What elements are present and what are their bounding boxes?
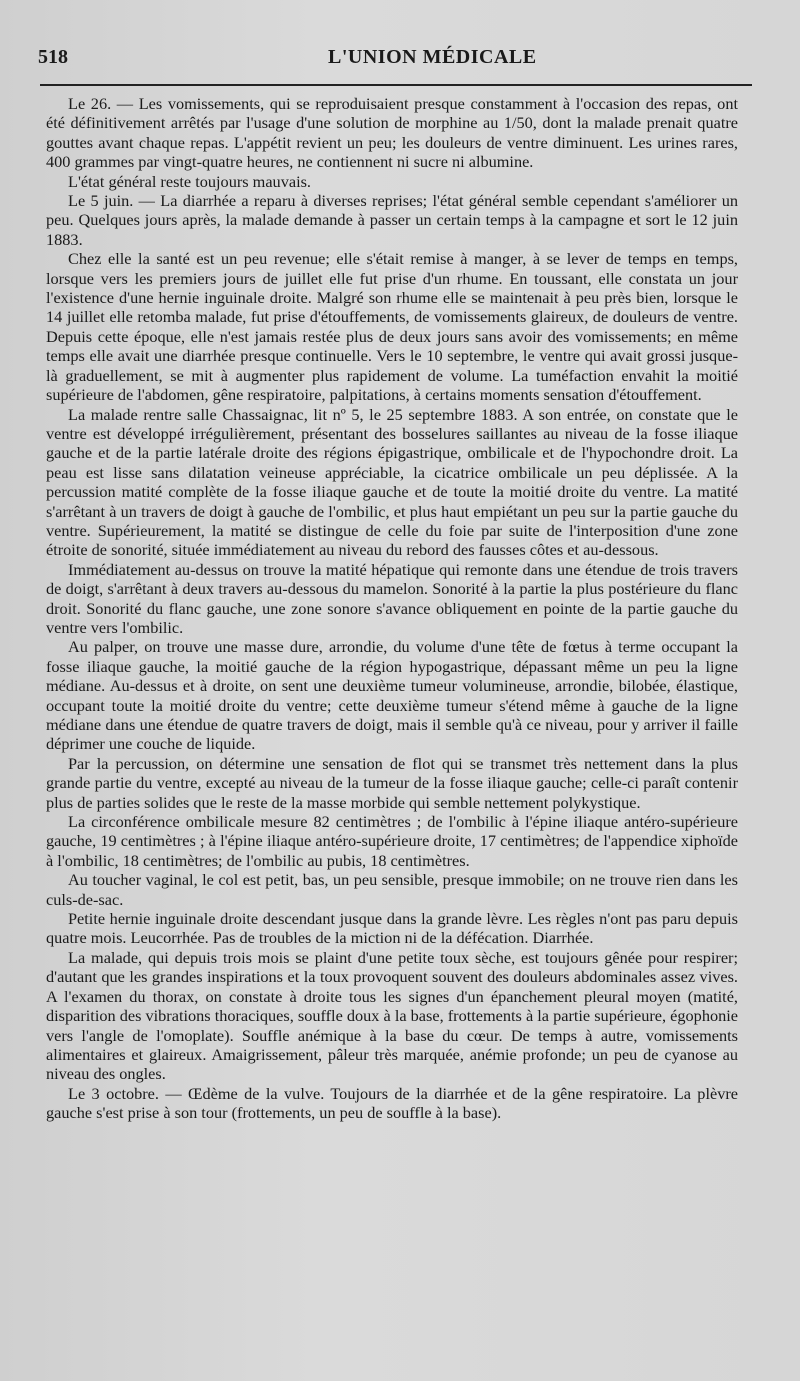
paragraph: L'état général reste toujours mauvais. bbox=[68, 171, 311, 191]
paragraph: Le 3 octobre. — Œdème de la vulve. Toujours de la diarrhée et de la gêne respiratoire. La plèvre gauche s'est prise à son tour (frottements, un peu de souffle à la base). bbox=[46, 1083, 738, 1123]
paragraph: La malade rentre salle Chassaignac, lit nº 5, le 25 septembre 1883. A son entrée, on constate que le ventre est développé irrégulièrement, présentant des bosselures saillantes au niveau de la fosse iliaque gauche et de la partie latérale droite des régions épigastrique, ombilicale et de l'hypochondre droit. La peau est lisse sans dilatation veineuse appréciable, la cicatrice ombilicale un peu déplissée. A la percussion matité complète de la fosse iliaque gauche et de toute la moitié droite du ventre. La matité s'arrêtant à un travers de doigt à gauche de l'ombilic, et plus haut empiétant un peu sur la partie gauche du ventre. Supérieurement, la matité se distingue de celle du foie par suite de l'interposition d'une zone étroite de sonorité, située immédiatement au niveau du rebord des fausses côtes et au-dessous. bbox=[46, 404, 738, 560]
paragraph: Immédiatement au-dessus on trouve la matité hépatique qui remonte dans une étendue de trois travers de doigt, s'arrêtant à deux travers au-dessous du mamelon. Sonorité à la partie la plus postérieure du flanc droit. Sonorité du flanc gauche, une zone sonore s'avance obliquement en pointe de la partie gauche du ventre vers l'ombilic. bbox=[46, 559, 738, 637]
paragraph: Le 26. — Les vomissements, qui se reproduisaient presque constamment à l'occasion des repas, ont été définitivement arrêtés par l'usage d'une solution de morphine au 1/50, dont la malade prenait quatre gouttes avant chaque repas. L'appétit revient un peu; les douleurs de ventre diminuent. Les urines rares, 400 grammes par vingt-quatre heures, ne contiennent ni sucre ni albumine. bbox=[46, 94, 738, 172]
paragraph: Par la percussion, on détermine une sensation de flot qui se transmet très nettement dans la plus grande partie du ventre, excepté au niveau de la tumeur de la fosse iliaque gauche; celle-ci paraît contenir plus de parties solides que le reste de la masse morbide qui semble nettement polykystique. bbox=[46, 753, 738, 812]
journal-title: L'UNION MÉDICALE bbox=[328, 46, 537, 68]
paragraph: Au palper, on trouve une masse dure, arrondie, du volume d'une tête de fœtus à terme occupant la fosse iliaque gauche, la moitié gauche de la région hypogastrique, dépassant même un peu la ligne médiane. Au-dessus et à droite, on sent une deuxième tumeur volumineuse, arrondie, bilobée, élastique, occupant toute la moitié droite du ventre; cette deuxième tumeur s'étend même à gauche de la ligne médiane dans une étendue de quatre travers de doigt, mais il semble qu'à ce niveau, pour y arriver il faille déprimer une couche de liquide. bbox=[46, 637, 738, 754]
page-number: 518 bbox=[38, 46, 68, 68]
paragraph: La circonférence ombilicale mesure 82 centimètres ; de l'ombilic à l'épine iliaque antéro-supérieure gauche, 19 centimètres ; à l'épine iliaque antéro-supérieure droite, 17 centimètres; de l'appendice xiphoïde à l'ombilic, 18 centimètres; de l'ombilic au pubis, 18 centimètres. bbox=[46, 812, 738, 870]
paragraph: La malade, qui depuis trois mois se plaint d'une petite toux sèche, est toujours gênée pour respirer; d'autant que les grandes inspirations et la toux provoquent souvent des douleurs abdominales assez vives. A l'examen du thorax, on constate à droite tous les signes d'un épanchement pleural moyen (matité, disparition des vibrations thoraciques, souffle doux à la base, frottements à la partie supérieure, égophonie vers l'angle de l'omoplate). Souffle anémique à la base du cœur. De temps à autre, vomissements alimentaires et glaireux. Amaigrissement, pâleur très marquée, anémie profonde; un peu de cyanose au niveau des ongles. bbox=[46, 947, 738, 1084]
paragraph: Le 5 juin. — La diarrhée a reparu à diverses reprises; l'état général semble cependant s'améliorer un peu. Quelques jours après, la malade demande à passer un certain temps à la campagne et sort le 12 juin 1883. bbox=[46, 191, 738, 249]
paragraph: Chez elle la santé est un peu revenue; elle s'était remise à manger, à se lever de temps en temps, lorsque vers les premiers jours de juillet elle fut prise d'un rhume. En toussant, elle constata un jour l'existence d'une hernie inguinale droite. Malgré son rhume elle se maintenait à peu près bien, lorsque le 14 juillet elle retomba malade, fut prise d'étouffements, de vomissements glaireux, de douleurs de ventre. Depuis cette époque, elle n'est jamais restée plus de deux jours sans avoir des vomissements; en même temps elle avait une diarrhée presque continuelle. Vers le 10 septembre, le ventre qui avait grossi jusque-là graduellement, se mit à augmenter plus rapidement de volume. La tuméfaction envahit la moitié supérieure de l'abdomen, gêne respiratoire, palpitations, à certains moments sensation d'étouffement. bbox=[46, 249, 738, 405]
paragraph: Au toucher vaginal, le col est petit, bas, un peu sensible, presque immobile; on ne trouve rien dans les culs-de-sac. bbox=[46, 870, 738, 909]
paragraph: Petite hernie inguinale droite descendant jusque dans la grande lèvre. Les règles n'ont pas paru depuis quatre mois. Leucorrhée. Pas de troubles de la miction ni de la défécation. Diarrhée. bbox=[46, 909, 738, 948]
header-rule bbox=[40, 84, 752, 86]
body-text bbox=[46, 94, 738, 1123]
page-header bbox=[38, 46, 738, 76]
